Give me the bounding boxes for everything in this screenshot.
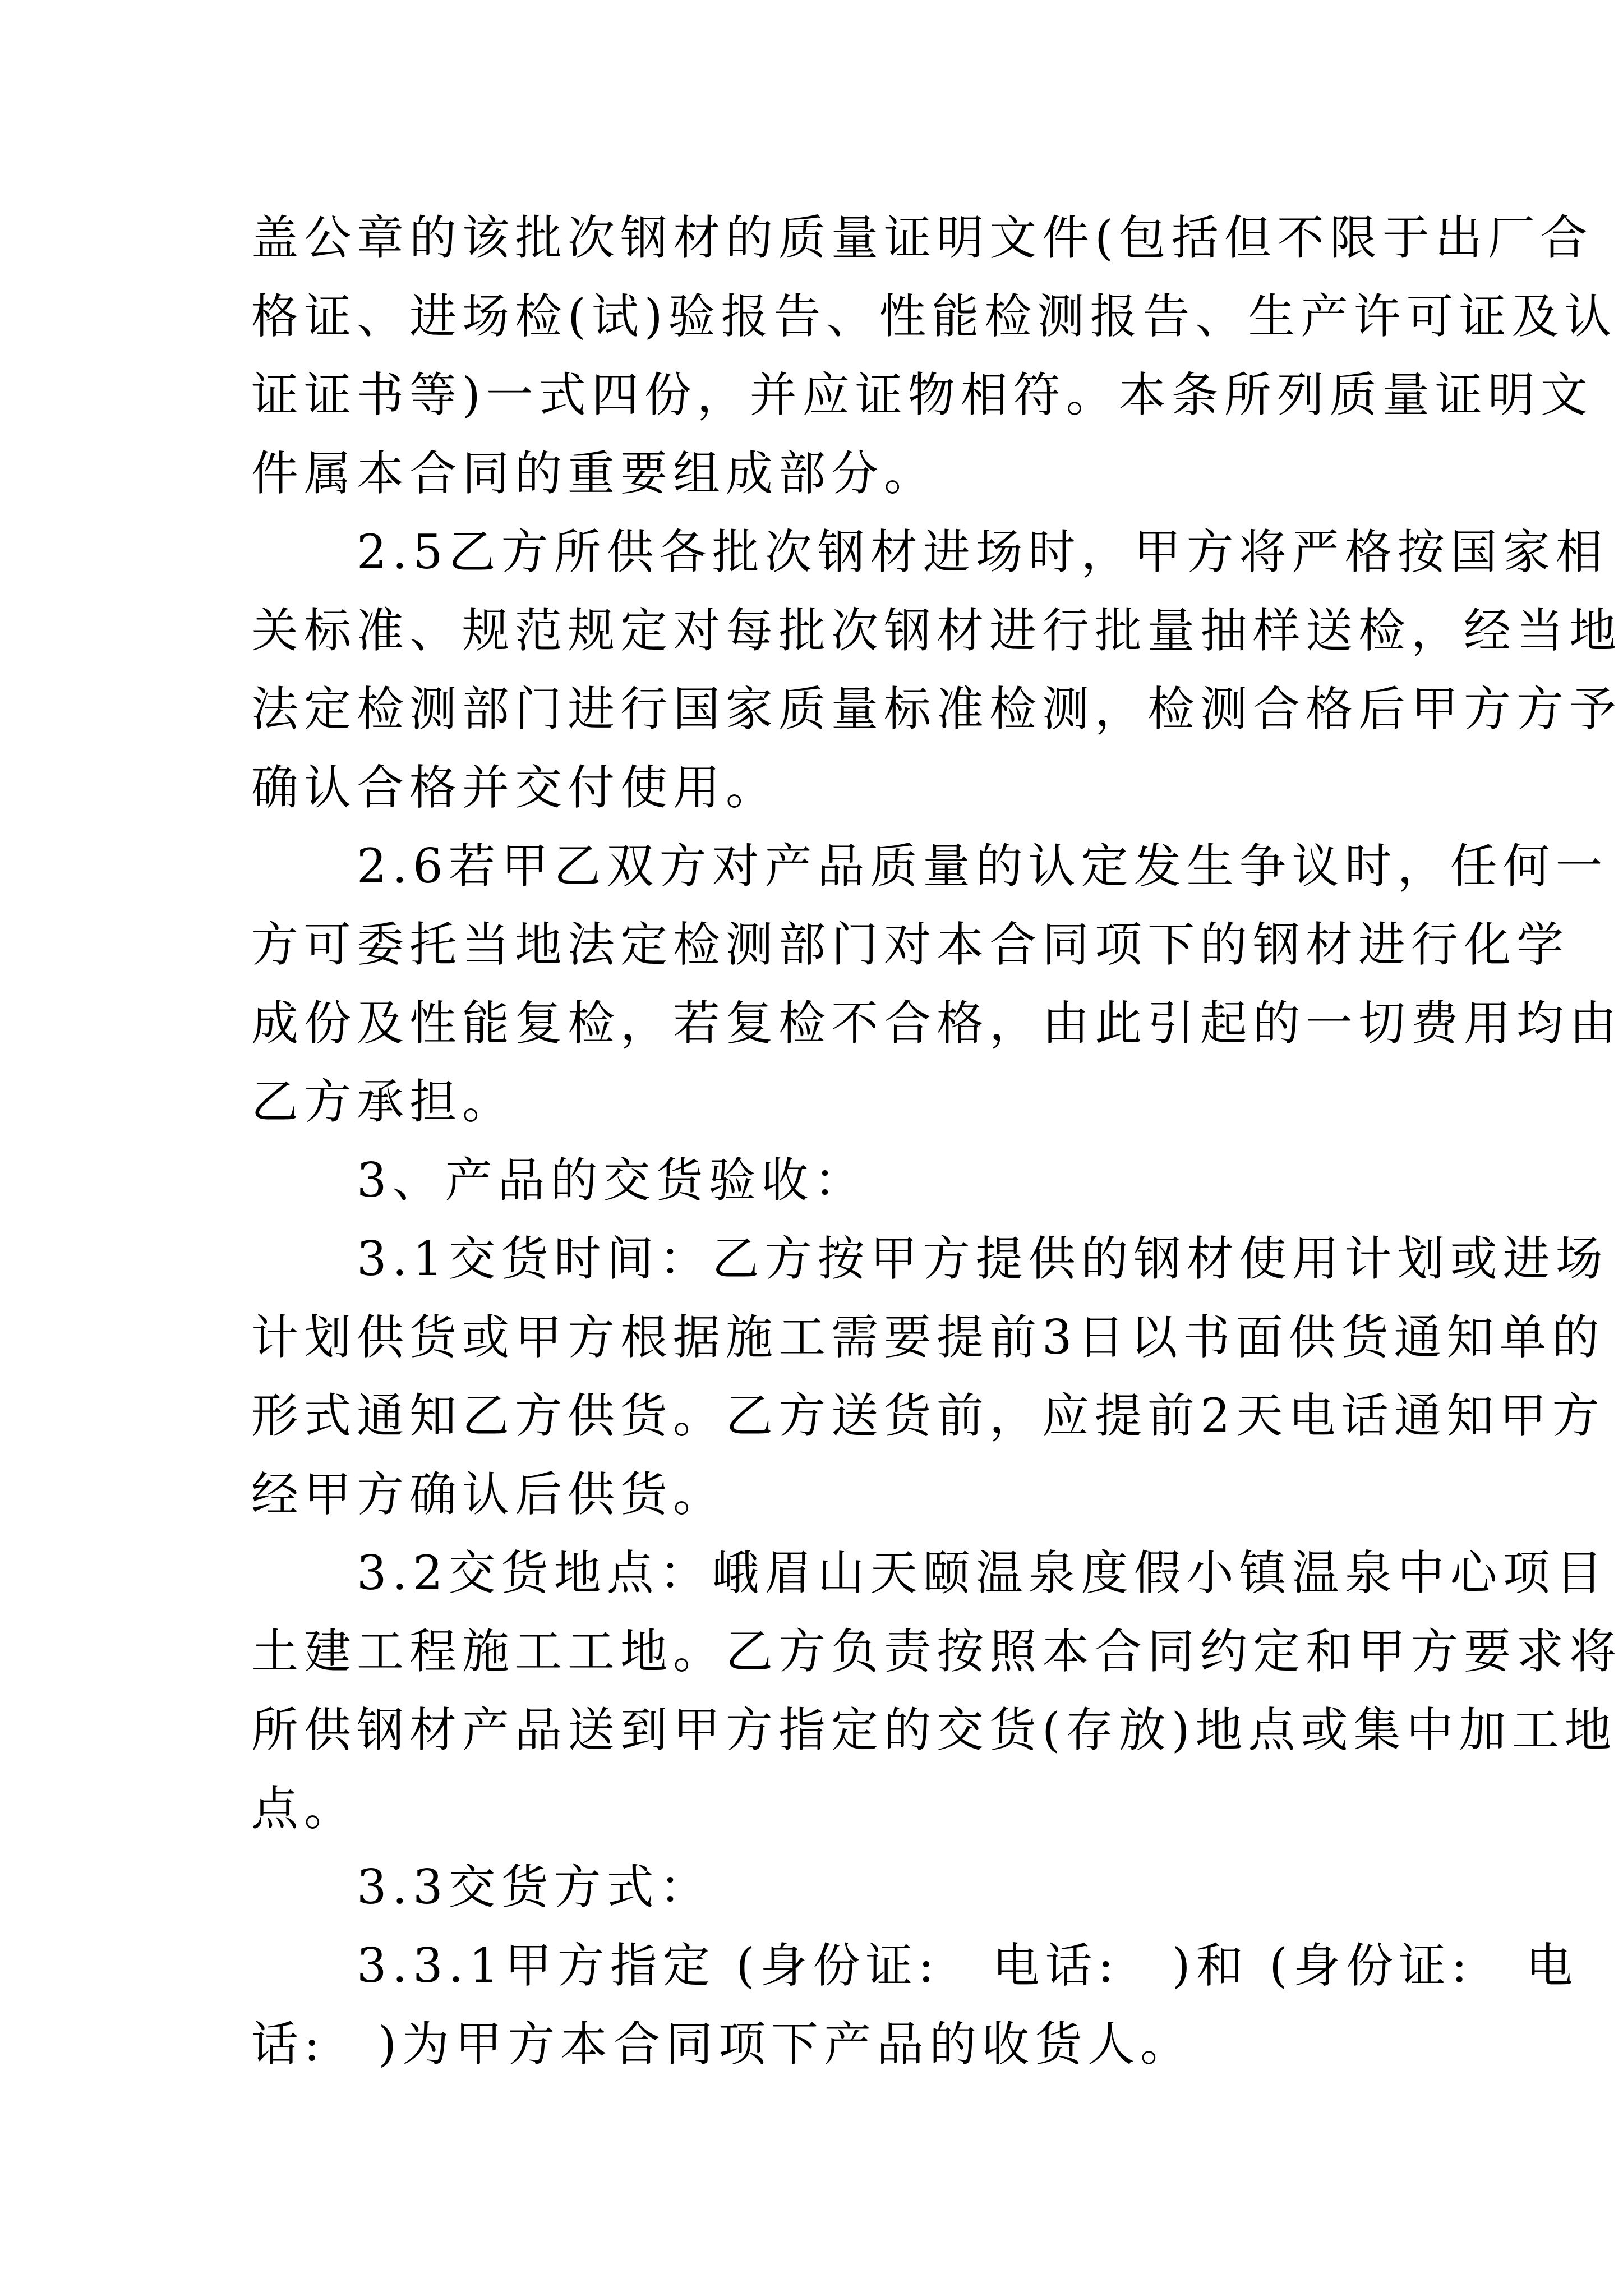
text-line: 2.5乙方所供各批次钢材进场时，甲方将严格按国家相 bbox=[251, 524, 1608, 579]
text-line: 成份及性能复检，若复检不合格，由此引起的一切费用均由 bbox=[251, 996, 1622, 1051]
text-line: 3、产品的交货验收： bbox=[251, 1153, 867, 1208]
text-line: 3.3.1甲方指定 (身份证: 电话: )和 (身份证: 电 bbox=[251, 1938, 1579, 1993]
text-line: 确认合格并交付使用。 bbox=[251, 760, 779, 815]
text-line: 3.1交货时间：乙方按甲方提供的钢材使用计划或进场 bbox=[251, 1231, 1608, 1286]
text-line: 关标准、规范规定对每批次钢材进行批量抽样送检，经当地 bbox=[251, 603, 1622, 658]
text-line: 证证书等)一式四份，并应证物相符。本条所列质量证明文 bbox=[251, 367, 1593, 422]
text-line: 经甲方确认后供货。 bbox=[251, 1467, 726, 1522]
text-line: 计划供货或甲方根据施工需要提前3日以书面供货通知单的 bbox=[251, 1310, 1605, 1365]
text-line: 话: )为甲方本合同项下产品的收货人。 bbox=[251, 2017, 1193, 2072]
text-line: 土建工程施工工地。乙方负责按照本合同约定和甲方要求将 bbox=[251, 1624, 1622, 1679]
text-line: 件属本合同的重要组成部分。 bbox=[251, 446, 937, 501]
text-line: 点。 bbox=[251, 1781, 357, 1836]
text-line: 2.6若甲乙双方对产品质量的认定发生争议时，任何一 bbox=[251, 839, 1608, 894]
text-line: 方可委托当地法定检测部门对本合同项下的钢材进行化学 bbox=[251, 917, 1570, 972]
text-line: 格证、进场检(试)验报告、性能检测报告、生产许可证及认 bbox=[251, 289, 1617, 344]
text-line: 盖公章的该批次钢材的质量证明文件(包括但不限于出厂合 bbox=[251, 210, 1593, 265]
text-line: 形式通知乙方供货。乙方送货前，应提前2天电话通知甲方 bbox=[251, 1388, 1605, 1443]
text-line: 乙方承担。 bbox=[251, 1074, 515, 1129]
text-line: 3.2交货地点：峨眉山天颐温泉度假小镇温泉中心项目 bbox=[251, 1545, 1608, 1600]
text-line: 法定检测部门进行国家质量标准检测，检测合格后甲方方予 bbox=[251, 682, 1622, 737]
text-line: 3.3交货方式： bbox=[251, 1860, 712, 1915]
document-body bbox=[251, 199, 1622, 2083]
text-line: 所供钢材产品送到甲方指定的交货(存放)地点或集中加工地 bbox=[251, 1703, 1617, 1757]
